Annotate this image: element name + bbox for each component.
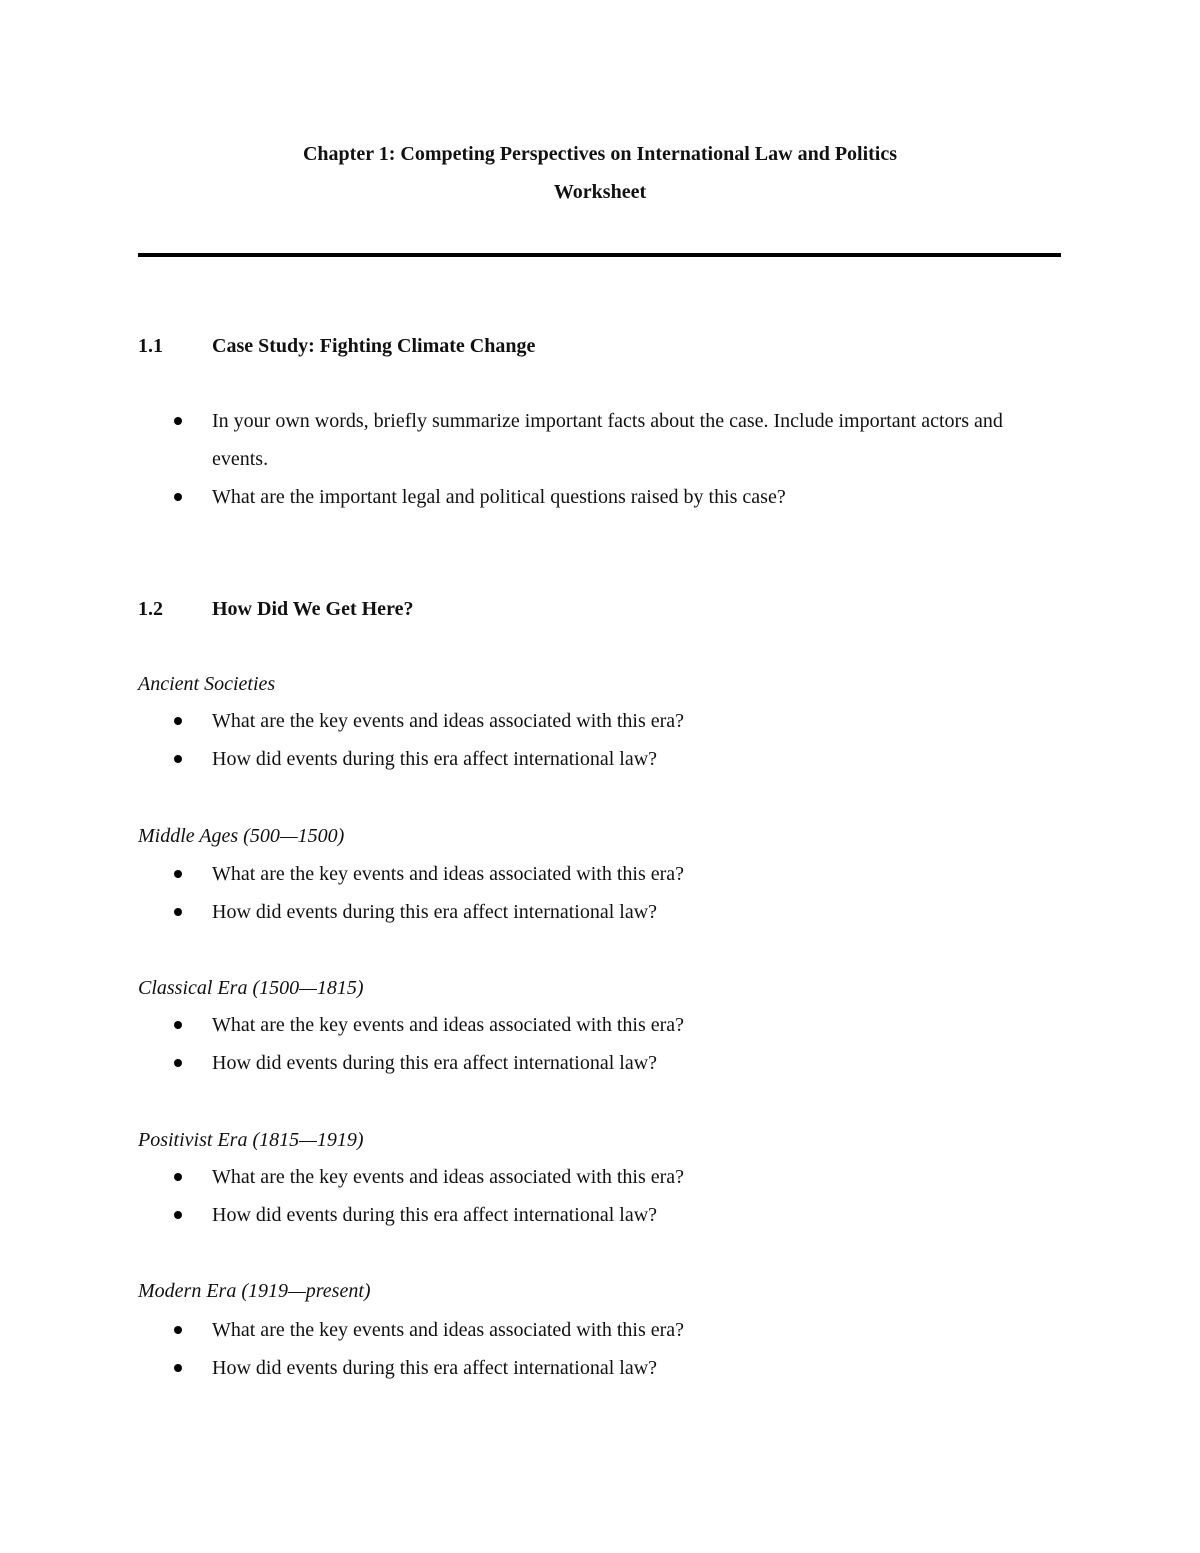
list-item: How did events during this era affect international law?	[170, 740, 1050, 778]
era-label-ancient: Ancient Societies	[138, 673, 276, 695]
era-questions-classical	[170, 1006, 1050, 1082]
era-label-positivist: Positivist Era (1815—1919)	[138, 1129, 364, 1151]
list-item: In your own words, briefly summarize important facts about the case. Include important actors and events.	[170, 402, 1050, 478]
list-item: What are the key events and ideas associated with this era?	[170, 702, 1050, 740]
list-item: What are the key events and ideas associated with this era?	[170, 855, 1050, 893]
bullet-icon	[174, 870, 182, 878]
era-questions-ancient	[170, 702, 1050, 778]
list-item: What are the key events and ideas associated with this era?	[170, 1006, 1050, 1044]
era-label-classical: Classical Era (1500—1815)	[138, 977, 364, 999]
section-title: Case Study: Fighting Climate Change	[212, 335, 536, 357]
bullet-icon	[174, 1326, 182, 1334]
list-item: How did events during this era affect international law?	[170, 1196, 1050, 1234]
section-title: How Did We Get Here?	[212, 598, 414, 620]
list-item: How did events during this era affect international law?	[170, 1349, 1050, 1387]
horizontal-rule	[138, 253, 1061, 257]
era-questions-modern	[170, 1311, 1050, 1387]
bullet-icon	[174, 1021, 182, 1029]
section-heading-1-1	[138, 334, 535, 358]
bullet-icon	[174, 493, 182, 501]
bullet-icon	[174, 1364, 182, 1372]
section-heading-1-2	[138, 597, 413, 621]
bullet-icon	[174, 717, 182, 725]
page-subtitle: Worksheet	[553, 181, 647, 203]
list-item: What are the key events and ideas associated with this era?	[170, 1158, 1050, 1196]
bullet-icon	[174, 908, 182, 916]
bullet-icon	[174, 1173, 182, 1181]
section-1-1-questions	[170, 402, 1050, 516]
bullet-icon	[174, 1059, 182, 1067]
bullet-icon	[174, 417, 182, 425]
era-questions-positivist	[170, 1158, 1050, 1234]
section-number: 1.2	[138, 598, 163, 620]
section-number: 1.1	[138, 335, 163, 357]
bullet-icon	[174, 1211, 182, 1219]
list-item: What are the key events and ideas associated with this era?	[170, 1311, 1050, 1349]
list-item: How did events during this era affect international law?	[170, 893, 1050, 931]
era-label-modern: Modern Era (1919—present)	[138, 1280, 371, 1302]
era-label-middle-ages: Middle Ages (500—1500)	[138, 825, 345, 847]
list-item: What are the important legal and political questions raised by this case?	[170, 478, 1050, 516]
bullet-icon	[174, 755, 182, 763]
era-questions-middle-ages	[170, 855, 1050, 931]
list-item: How did events during this era affect international law?	[170, 1044, 1050, 1082]
page-title: Chapter 1: Competing Perspectives on International Law and Politics	[302, 143, 898, 165]
